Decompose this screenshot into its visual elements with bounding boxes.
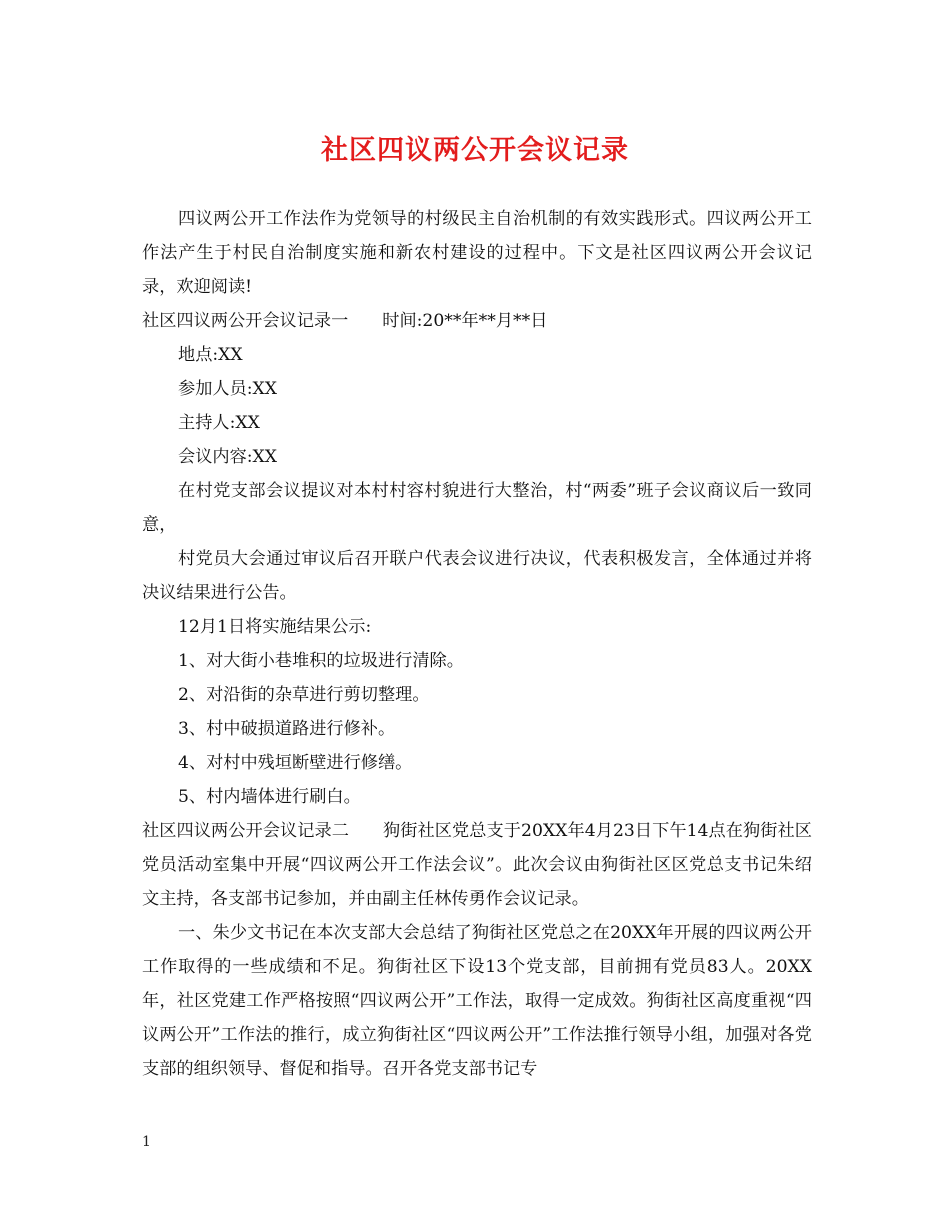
page-number: 1 xyxy=(142,1134,151,1150)
record2-paragraph xyxy=(142,814,812,916)
record2-lead: 狗街社区党总支于20XX年4月23日下午14点在狗街社区党员活动室集中开展“四议两公开工作法会议”。此次会议由狗街社区区党总支书记朱绍文主持，各支部书记参加，并由副主任林传勇作会议记录。 xyxy=(142,821,812,909)
intro-paragraph: 四议两公开工作法作为党领导的村级民主自治机制的有效实践形式。四议两公开工作法产生于村民自治制度实施和新农村建设的过程中。下文是社区四议两公开会议记录，欢迎阅读! xyxy=(142,209,812,297)
record1-place: 地点:XX xyxy=(178,345,243,365)
list-item: 3、村中破损道路进行修补。 xyxy=(178,719,396,739)
document-body xyxy=(142,202,812,1086)
record1-attendees: 参加人员:XX xyxy=(178,379,278,399)
record1-announce: 12月1日将实施结果公示: xyxy=(178,617,372,637)
list-item: 2、对沿街的杂草进行剪切整理。 xyxy=(178,685,430,705)
record1-content: 会议内容:XX xyxy=(178,447,278,467)
record1-heading: 社区四议两公开会议记录一 xyxy=(142,311,349,331)
list-item: 4、对村中残垣断壁进行修缮。 xyxy=(178,753,413,773)
record2-heading: 社区四议两公开会议记录二 xyxy=(142,821,349,841)
list-item: 1、对大街小巷堆积的垃圾进行清除。 xyxy=(178,651,464,671)
list-item: 5、村内墙体进行刷白。 xyxy=(178,787,361,807)
record1-heading-line xyxy=(142,304,812,338)
document-title: 社区四议两公开会议记录 xyxy=(321,135,629,166)
record1-paragraph-2: 村党员大会通过审议后召开联户代表会议进行决议，代表积极发言，全体通过并将决议结果进行公告。 xyxy=(142,549,812,603)
record2-paragraph-1: 一、朱少文书记在本次支部大会总结了狗街社区党总之在20XX年开展的四议两公开工作取得的一些成绩和不足。狗街社区下设13个党支部，目前拥有党员83人。20XX年，社区党建工作严格按照“四议两公开”工作法，取得一定成效。狗街社区高度重视“四议两公开”工作法的推行，成立狗街社区“四议两公开”工作法推行领导小组，加强对各党支部的组织领导、督促和指导。召开各党支部书记专 xyxy=(142,923,812,1079)
record1-time: 时间:20**年**月**日 xyxy=(382,311,548,331)
record1-host: 主持人:XX xyxy=(178,413,260,433)
record1-paragraph-1: 在村党支部会议提议对本村村容村貌进行大整治，村“两委”班子会议商议后一致同意， xyxy=(142,481,812,535)
